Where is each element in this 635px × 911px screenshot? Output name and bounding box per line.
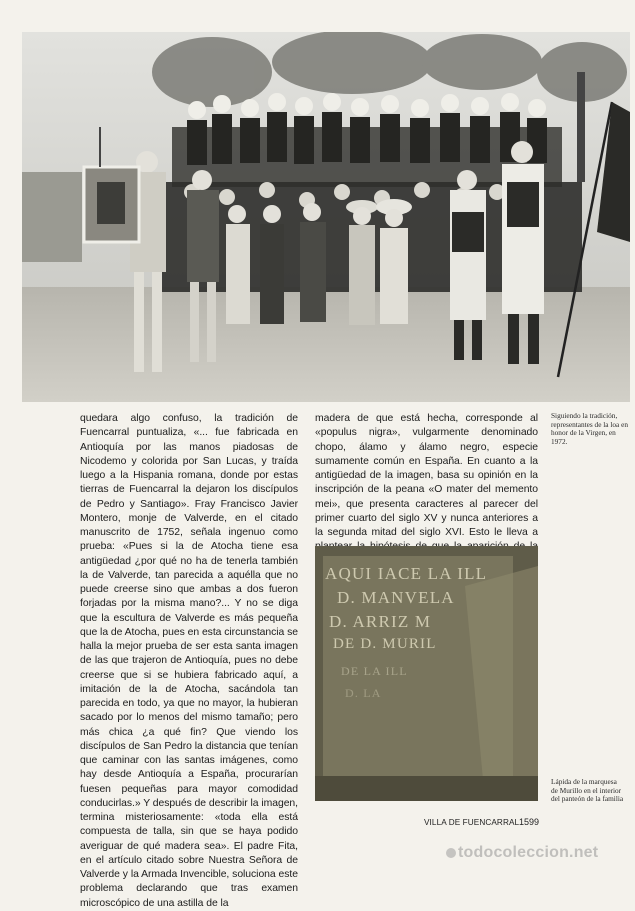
plaque-line: D. MANVELA	[337, 588, 455, 607]
plaque-caption-line: de Murillo en el interior	[551, 785, 622, 795]
watermark-icon	[446, 848, 456, 858]
plaque-line: D. LA	[345, 686, 382, 700]
plaque-line: AQUI IACE LA ILL	[325, 564, 488, 583]
plaque-line: D. ARRIZ M	[329, 612, 432, 631]
photo-caption: Siguiendo la tradición, representantes de la loa en honor de la Virgen, en 1972.	[551, 411, 628, 446]
plaque-caption	[551, 778, 635, 804]
plaque-inscription	[315, 546, 538, 801]
page-number: 1599	[519, 817, 540, 827]
plaque-caption-line: Lápida de la marquesa	[551, 777, 617, 786]
plaque-photo	[315, 546, 538, 801]
plaque-line: DE LA ILL	[341, 664, 408, 678]
column-1-paragraph: quedara algo confuso, la tradición de Fuencarral puntualiza, «... fue fabricada en Antioquía por las manos piadosas de Nicodemo y colorida por San Lucas, y traída luego a la Hispania romana, donde por estas tierras de Fuencarral la dejaron los discípulos de Pedro y Santiago». Fray Francisco Javier Montero, monje de Valverde, en el citado manuscrito de 1752, señala ingenuo como prueba: «Pues si la de Atocha tiene esa antigüedad ¿por qué no ha de tenerla también la de Valverde, tan parecida a aquélla que no puede creerse sino que ambas a dos fueron forjadas por la misma mano?... Y no se diga que la escultura de Valverde es más pequeña que la de Atocha, pues en esta circunstancia se halla la mejor prueba de ser esta santa imagen de las que trajeron de Antioquía, pues no debe creerse que si se hubiera fabricado aquí, a imitación de la de Atocha, sacándola tan parecida en todo, ya que no mayor, la hubieran sacado por lo menos del mismo tamaño; pero más chica ¿a qué fin? Que viendo los discípulos de San Pedro la distancia que tenían que caminar con las santas imágenes, como hay desde Antioquía a España, procurarían fuesen pequeñas para mayor comodidad conducirlas.» Y después de describir la imagen, termina misteriosamente: «toda ella está compuesta de talla, sin que se haya podido averiguar de qué madera sea». El padre Fita, en el artículo citado sobre Nuestra Señora de Valverde y la Armada Invencible, soluciona este problema declarando que tras examen microscópico de una astilla de la	[80, 413, 298, 909]
plaque-line: DE D. MURIL	[333, 636, 437, 652]
procession-photo	[22, 32, 630, 402]
column-2-paragraph: madera de que está hecha, corresponde al «populus nigra», vulgarmente denominado chopo, álamo y álamo negro, especie sumamente común en España. En cuanto a la antigüedad de la imagen, basa su opinión en la inscripción de la peana «O mater del memento mei», que presenta caracteres al parecer del primer cuarto del siglo XV y nunca anteriores a la segunda mitad del siglo XVI. Esto le lleva a	[315, 413, 538, 538]
plaque-caption-line: del panteón de la familia	[551, 794, 624, 804]
running-head: VILLA DE FUENCARRAL	[424, 818, 520, 827]
procession-photo-drawing	[22, 32, 630, 402]
text-column-1	[80, 412, 298, 911]
watermark: todocoleccion.net	[458, 844, 599, 861]
